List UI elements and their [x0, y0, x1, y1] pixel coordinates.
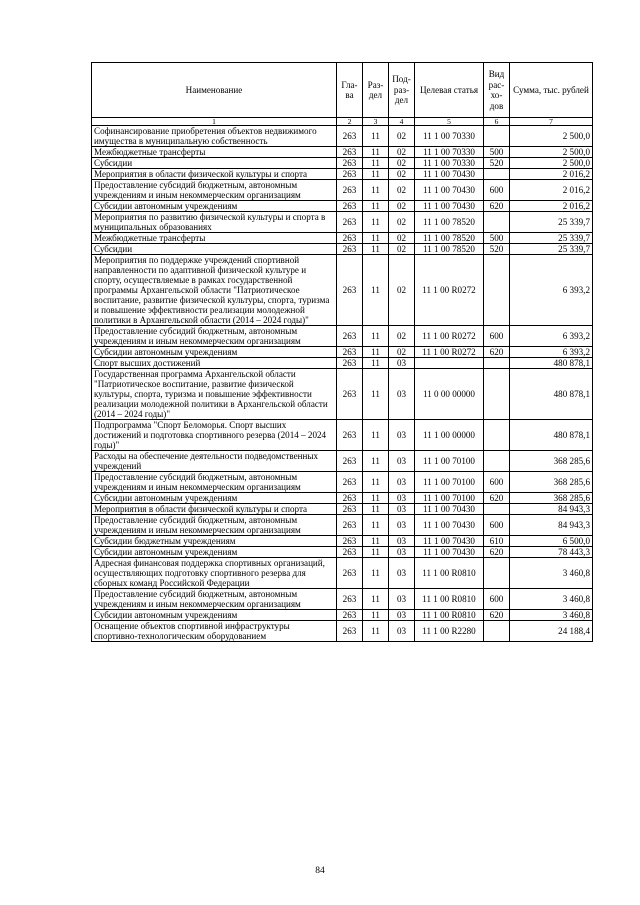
cell-podrazdel: 02 [389, 233, 415, 244]
cell-razdel: 11 [363, 547, 389, 558]
cell-name: Мероприятия в области физической культуры и спорта [92, 169, 337, 180]
cell-sum: 6 500,0 [510, 536, 593, 547]
cell-podrazdel: 03 [389, 493, 415, 504]
header-target: Целевая статья [415, 63, 484, 118]
cell-glava: 263 [337, 536, 363, 547]
cell-razdel: 11 [363, 515, 389, 536]
cell-vid [484, 212, 510, 233]
cell-glava: 263 [337, 233, 363, 244]
cell-target: 11 1 00 70100 [415, 493, 484, 504]
cell-razdel: 11 [363, 610, 389, 621]
cell-name: Софинансирование приобретения объектов недвижимого имущества в муниципальную собственность [92, 126, 337, 147]
cell-razdel: 11 [363, 255, 389, 326]
table-row [92, 610, 593, 621]
cell-podrazdel: 02 [389, 212, 415, 233]
cell-glava: 263 [337, 547, 363, 558]
table-row [92, 233, 593, 244]
cell-name: Адресная финансовая поддержка спортивных организаций, осуществляющих подготовку спортивного резерва для сборных команд Российской Федерации [92, 558, 337, 589]
cell-sum: 3 460,8 [510, 589, 593, 610]
cell-sum: 84 943,3 [510, 515, 593, 536]
header-sum: Сумма, тыс. рублей [510, 63, 593, 118]
cell-podrazdel: 02 [389, 326, 415, 347]
cell-podrazdel: 03 [389, 420, 415, 451]
cell-vid: 610 [484, 536, 510, 547]
table-row [92, 326, 593, 347]
cell-razdel: 11 [363, 493, 389, 504]
cell-vid [484, 126, 510, 147]
cell-name: Субсидии автономным учреждениям [92, 201, 337, 212]
cell-vid: 600 [484, 589, 510, 610]
table-row [92, 180, 593, 201]
cell-sum: 2 500,0 [510, 158, 593, 169]
table-row [92, 255, 593, 326]
table-row [92, 472, 593, 493]
cell-target [415, 358, 484, 369]
cell-glava: 263 [337, 158, 363, 169]
table-row [92, 420, 593, 451]
cell-name: Государственная программа Архангельской области "Патриотическое воспитание, развитие физической культуры, спорта, туризма и повышение эффективности реализации молодежной политики в Архангельской области (2014 – 2024 годы)" [92, 369, 337, 420]
cell-razdel: 11 [363, 536, 389, 547]
table-row [92, 347, 593, 358]
cell-glava: 263 [337, 504, 363, 515]
column-number: 4 [389, 118, 415, 126]
cell-vid [484, 369, 510, 420]
cell-glava: 263 [337, 589, 363, 610]
cell-glava: 263 [337, 126, 363, 147]
cell-name: Мероприятия в области физической культуры и спорта [92, 504, 337, 515]
cell-razdel: 11 [363, 212, 389, 233]
cell-vid [484, 420, 510, 451]
cell-target: 11 1 00 70430 [415, 515, 484, 536]
cell-glava: 263 [337, 147, 363, 158]
cell-target: 11 1 00 78520 [415, 212, 484, 233]
cell-vid: 520 [484, 244, 510, 255]
cell-target: 11 1 00 R0810 [415, 558, 484, 589]
cell-glava: 263 [337, 255, 363, 326]
table-row [92, 244, 593, 255]
cell-glava: 263 [337, 201, 363, 212]
cell-razdel: 11 [363, 244, 389, 255]
cell-target: 11 1 00 70430 [415, 536, 484, 547]
cell-glava: 263 [337, 369, 363, 420]
cell-sum: 480 878,1 [510, 358, 593, 369]
cell-vid: 620 [484, 201, 510, 212]
table-body [92, 126, 593, 642]
cell-vid: 620 [484, 610, 510, 621]
cell-razdel: 11 [363, 147, 389, 158]
cell-target: 11 1 00 78520 [415, 233, 484, 244]
cell-vid [484, 169, 510, 180]
cell-razdel: 11 [363, 180, 389, 201]
cell-sum: 480 878,1 [510, 420, 593, 451]
table-row [92, 201, 593, 212]
cell-name: Спорт высших достижений [92, 358, 337, 369]
header-row [92, 63, 593, 118]
cell-vid: 500 [484, 233, 510, 244]
cell-glava: 263 [337, 358, 363, 369]
cell-name: Предоставление субсидий бюджетным, автономным учреждениям и иным некоммерческим организациям [92, 589, 337, 610]
column-number: 1 [92, 118, 337, 126]
cell-target: 11 1 00 70100 [415, 451, 484, 472]
cell-target: 11 1 00 70100 [415, 472, 484, 493]
cell-razdel: 11 [363, 504, 389, 515]
cell-razdel: 11 [363, 326, 389, 347]
table-row [92, 451, 593, 472]
table-row [92, 158, 593, 169]
cell-glava: 263 [337, 420, 363, 451]
table-row [92, 358, 593, 369]
cell-sum: 25 339,7 [510, 244, 593, 255]
cell-glava: 263 [337, 347, 363, 358]
cell-podrazdel: 03 [389, 589, 415, 610]
table-row [92, 212, 593, 233]
table-row [92, 547, 593, 558]
cell-name: Подпрограмма "Спорт Беломорья. Спорт высших достижений и подготовка спортивного резерва (2014 – 2024 годы)" [92, 420, 337, 451]
column-number: 2 [337, 118, 363, 126]
column-number: 6 [484, 118, 510, 126]
cell-podrazdel: 03 [389, 369, 415, 420]
table-row [92, 147, 593, 158]
cell-vid: 520 [484, 158, 510, 169]
cell-target: 11 1 00 R0810 [415, 610, 484, 621]
cell-target: 11 1 00 00000 [415, 420, 484, 451]
cell-razdel: 11 [363, 347, 389, 358]
cell-sum: 480 878,1 [510, 369, 593, 420]
cell-target: 11 0 00 00000 [415, 369, 484, 420]
cell-name: Оснащение объектов спортивной инфраструктуры спортивно-технологическим оборудованием [92, 621, 337, 642]
cell-name: Предоставление субсидий бюджетным, автономным учреждениям и иным некоммерческим организациям [92, 180, 337, 201]
cell-podrazdel: 02 [389, 347, 415, 358]
column-number: 3 [363, 118, 389, 126]
cell-podrazdel: 02 [389, 244, 415, 255]
cell-razdel: 11 [363, 558, 389, 589]
cell-razdel: 11 [363, 621, 389, 642]
cell-glava: 263 [337, 558, 363, 589]
cell-name: Предоставление субсидий бюджетным, автономным учреждениям и иным некоммерческим организациям [92, 472, 337, 493]
cell-sum: 2 016,2 [510, 201, 593, 212]
cell-target: 11 1 00 70430 [415, 180, 484, 201]
table-row [92, 493, 593, 504]
cell-target: 11 1 00 70430 [415, 547, 484, 558]
cell-podrazdel: 03 [389, 451, 415, 472]
cell-name: Мероприятия по развитию физической культуры и спорта в муниципальных образованиях [92, 212, 337, 233]
cell-target: 11 1 00 70330 [415, 126, 484, 147]
cell-vid [484, 358, 510, 369]
table-row [92, 621, 593, 642]
cell-sum: 78 443,3 [510, 547, 593, 558]
cell-vid: 500 [484, 147, 510, 158]
cell-razdel: 11 [363, 169, 389, 180]
cell-vid: 620 [484, 347, 510, 358]
cell-vid: 620 [484, 547, 510, 558]
header-razdel: Раз-дел [363, 63, 389, 118]
cell-name: Расходы на обеспечение деятельности подведомственных учреждений [92, 451, 337, 472]
cell-glava: 263 [337, 451, 363, 472]
page-number: 84 [315, 866, 325, 876]
cell-sum: 3 460,8 [510, 558, 593, 589]
cell-name: Мероприятия по поддержке учреждений спортивной направленности по адаптивной физической культуре и спорту, осуществляемые в рамках государственной программы Архангельской области "Патриотическое воспитание, развитие физической культуры, спорта, туризма и повышение эффективности реализации молодежной политики в Архангельской области (2014 – 2024 годы)" [92, 255, 337, 326]
column-number: 5 [415, 118, 484, 126]
cell-glava: 263 [337, 493, 363, 504]
column-number-row [92, 118, 593, 126]
table-row [92, 369, 593, 420]
cell-name: Субсидии бюджетным учреждениям [92, 536, 337, 547]
cell-target: 11 1 00 R2280 [415, 621, 484, 642]
cell-razdel: 11 [363, 233, 389, 244]
cell-vid [484, 621, 510, 642]
cell-glava: 263 [337, 180, 363, 201]
cell-podrazdel: 03 [389, 472, 415, 493]
cell-target: 11 1 00 70430 [415, 504, 484, 515]
cell-glava: 263 [337, 515, 363, 536]
header-vid: Вид рас-хо-дов [484, 63, 510, 118]
cell-target: 11 1 00 R0272 [415, 326, 484, 347]
cell-target: 11 1 00 78520 [415, 244, 484, 255]
cell-sum: 25 339,7 [510, 233, 593, 244]
cell-name: Субсидии [92, 244, 337, 255]
cell-razdel: 11 [363, 201, 389, 212]
cell-target: 11 1 00 70330 [415, 147, 484, 158]
cell-podrazdel: 03 [389, 610, 415, 621]
cell-sum: 368 285,6 [510, 472, 593, 493]
column-number: 7 [510, 118, 593, 126]
cell-sum: 2 500,0 [510, 147, 593, 158]
cell-glava: 263 [337, 169, 363, 180]
cell-glava: 263 [337, 244, 363, 255]
cell-podrazdel: 03 [389, 547, 415, 558]
cell-sum: 6 393,2 [510, 347, 593, 358]
table-row [92, 589, 593, 610]
cell-sum: 3 460,8 [510, 610, 593, 621]
cell-podrazdel: 03 [389, 515, 415, 536]
cell-vid: 600 [484, 472, 510, 493]
cell-podrazdel: 03 [389, 536, 415, 547]
cell-name: Субсидии автономным учреждениям [92, 547, 337, 558]
cell-name: Предоставление субсидий бюджетным, автономным учреждениям и иным некоммерческим организациям [92, 515, 337, 536]
cell-glava: 263 [337, 610, 363, 621]
cell-razdel: 11 [363, 158, 389, 169]
cell-target: 11 1 00 R0810 [415, 589, 484, 610]
table-row [92, 126, 593, 147]
cell-podrazdel: 02 [389, 126, 415, 147]
cell-target: 11 1 00 70430 [415, 201, 484, 212]
cell-glava: 263 [337, 212, 363, 233]
cell-podrazdel: 03 [389, 621, 415, 642]
cell-name: Субсидии [92, 158, 337, 169]
cell-sum: 6 393,2 [510, 255, 593, 326]
cell-podrazdel: 02 [389, 158, 415, 169]
cell-razdel: 11 [363, 369, 389, 420]
cell-vid: 600 [484, 515, 510, 536]
cell-vid: 600 [484, 180, 510, 201]
header-glava: Гла-ва [337, 63, 363, 118]
budget-table [91, 62, 593, 642]
table-row [92, 515, 593, 536]
header-podrazdel: Под-раз-дел [389, 63, 415, 118]
cell-vid: 620 [484, 493, 510, 504]
cell-name: Субсидии автономным учреждениям [92, 493, 337, 504]
table-row [92, 169, 593, 180]
cell-vid [484, 504, 510, 515]
cell-glava: 263 [337, 621, 363, 642]
cell-sum: 24 188,4 [510, 621, 593, 642]
cell-razdel: 11 [363, 126, 389, 147]
cell-sum: 25 339,7 [510, 212, 593, 233]
table-row [92, 504, 593, 515]
cell-vid: 600 [484, 326, 510, 347]
cell-podrazdel: 03 [389, 558, 415, 589]
cell-name: Межбюджетные трансферты [92, 233, 337, 244]
cell-razdel: 11 [363, 358, 389, 369]
table-row [92, 536, 593, 547]
cell-glava: 263 [337, 472, 363, 493]
header-name: Наименование [92, 63, 337, 118]
cell-name: Предоставление субсидий бюджетным, автономным учреждениям и иным некоммерческим организациям [92, 326, 337, 347]
cell-target: 11 1 00 R0272 [415, 347, 484, 358]
cell-vid [484, 255, 510, 326]
cell-razdel: 11 [363, 589, 389, 610]
cell-podrazdel: 02 [389, 180, 415, 201]
cell-podrazdel: 02 [389, 147, 415, 158]
cell-podrazdel: 02 [389, 169, 415, 180]
cell-target: 11 1 00 70330 [415, 158, 484, 169]
table-row [92, 558, 593, 589]
cell-glava: 263 [337, 326, 363, 347]
cell-name: Субсидии автономным учреждениям [92, 347, 337, 358]
cell-vid [484, 451, 510, 472]
cell-razdel: 11 [363, 472, 389, 493]
cell-target: 11 1 00 70430 [415, 169, 484, 180]
cell-sum: 2 500,0 [510, 126, 593, 147]
cell-name: Субсидии автономным учреждениям [92, 610, 337, 621]
cell-razdel: 11 [363, 420, 389, 451]
cell-sum: 84 943,3 [510, 504, 593, 515]
cell-podrazdel: 02 [389, 255, 415, 326]
cell-sum: 368 285,6 [510, 451, 593, 472]
cell-podrazdel: 03 [389, 358, 415, 369]
cell-razdel: 11 [363, 451, 389, 472]
cell-sum: 2 016,2 [510, 180, 593, 201]
cell-target: 11 1 00 R0272 [415, 255, 484, 326]
cell-sum: 6 393,2 [510, 326, 593, 347]
cell-podrazdel: 02 [389, 201, 415, 212]
cell-podrazdel: 03 [389, 504, 415, 515]
cell-sum: 368 285,6 [510, 493, 593, 504]
cell-vid [484, 558, 510, 589]
cell-name: Межбюджетные трансферты [92, 147, 337, 158]
cell-sum: 2 016,2 [510, 169, 593, 180]
